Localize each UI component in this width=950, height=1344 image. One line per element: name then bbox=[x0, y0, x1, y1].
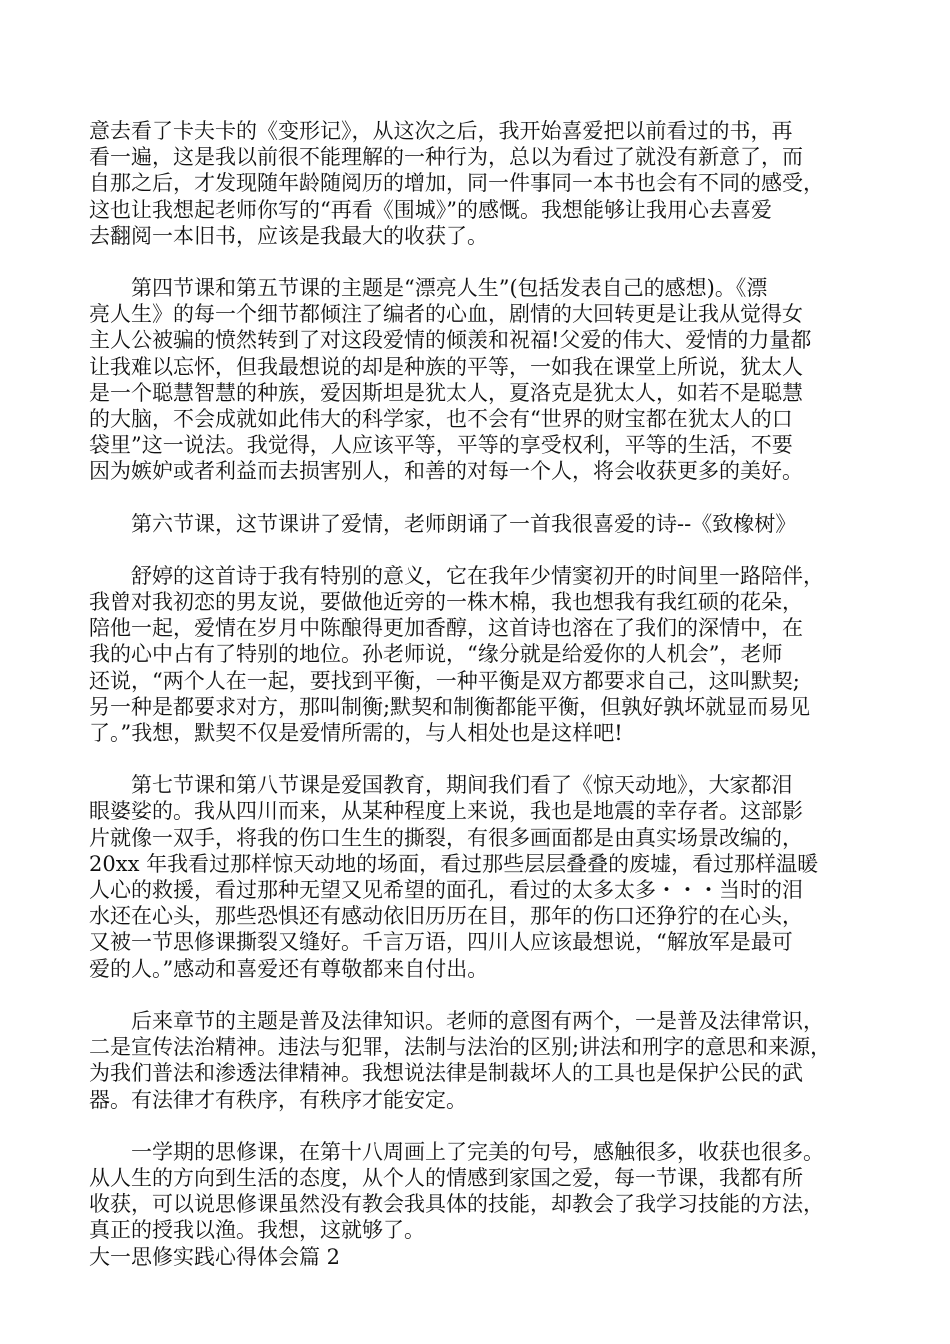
paragraph bbox=[89, 118, 864, 249]
text-line: 意去看了卡夫卡的《变形记》，从这次之后，我开始喜爱把以前看过的书，再 bbox=[89, 119, 793, 143]
text-line: 是一个聪慧智慧的种族，爱因斯坦是犹太人，夏洛克是犹太人，如若不是聪慧 bbox=[89, 380, 803, 405]
text-line: 第七节课和第八节课是爱国教育，期间我们看了《惊天动地》，大家都泪 bbox=[131, 773, 793, 798]
paragraph bbox=[89, 1139, 864, 1244]
text-line: 又被一节思修课撕裂又缝好。千言万语，四川人应该最想说，“解放军是最可 bbox=[89, 930, 793, 955]
section-heading: 大一思修实践心得体会篇 2 bbox=[89, 1244, 341, 1269]
text-line: 主人公被骗的愤然转到了对这段爱情的倾羡和祝福!父爱的伟大、爱情的力量都 bbox=[89, 328, 812, 353]
text-line: 真正的授我以渔。我想，这就够了。 bbox=[89, 1218, 425, 1243]
text-line: 人心的救援，看过那种无望又见希望的面孔，看过的太多太多・・・当时的泪 bbox=[89, 878, 803, 903]
text-line: 眼婆娑的。我从四川而来，从某种程度上来说，我也是地震的幸存者。这部影 bbox=[89, 799, 803, 824]
text-line: 后来章节的主题是普及法律知识。老师的意图有两个，一是普及法律常识， bbox=[131, 1008, 824, 1033]
text-line: 袋里”这一说法。我觉得，人应该平等，平等的享受权利，平等的生活，不要 bbox=[89, 433, 793, 458]
paragraph bbox=[89, 772, 864, 982]
text-line: 了。”我想，默契不仅是爱情所需的，与人相处也是这样吧! bbox=[89, 721, 623, 746]
text-line: 陪他一起，爱情在岁月中陈酿得更加香醇，这首诗也溶在了我们的深情中，在 bbox=[89, 616, 803, 641]
text-line: 收获，可以说思修课虽然没有教会我具体的技能，却教会了我学习技能的方法， bbox=[89, 1192, 824, 1217]
paragraph bbox=[89, 511, 864, 537]
text-line: 从人生的方向到生活的态度，从个人的情感到家国之爱，每一节课，我都有所 bbox=[89, 1165, 803, 1190]
text-line: 另一种是都要求对方，那叫制衡;默契和制衡都能平衡，但孰好孰坏就显而易见 bbox=[89, 694, 811, 719]
document-body bbox=[89, 118, 864, 1244]
text-line: 器。有法律才有秩序，有秩序才能安定。 bbox=[89, 1087, 467, 1112]
paragraph bbox=[89, 1008, 864, 1113]
text-line: 还说，“两个人在一起，要找到平衡，一种平衡是双方都要求自己，这叫默契; bbox=[89, 668, 800, 693]
text-line: 水还在心头，那些恐惧还有感动依旧历历在目，那年的伤口还狰狞的在心头， bbox=[89, 904, 803, 929]
text-line: 第六节课，这节课讲了爱情，老师朗诵了一首我很喜爱的诗--《致橡树》 bbox=[131, 511, 797, 536]
text-line: 为我们普法和渗透法律精神。我想说法律是制裁坏人的工具也是保护公民的武 bbox=[89, 1061, 803, 1086]
paragraph bbox=[89, 275, 864, 485]
text-line: 这也让我想起老师你写的“再看《围城》”的感慨。我想能够让我用心去喜爱 bbox=[89, 197, 772, 222]
text-line: 二是宣传法治精神。违法与犯罪，法制与法治的区别;讲法和刑字的意思和来源， bbox=[89, 1035, 832, 1060]
text-line: 去翻阅一本旧书，应该是我最大的收获了。 bbox=[89, 223, 488, 248]
text-line: 让我难以忘怀，但我最想说的却是种族的平等，一如我在课堂上所说，犹太人 bbox=[89, 354, 803, 379]
text-line: 第四节课和第五节课的主题是“漂亮人生”(包括发表自己的感想)。《漂 bbox=[131, 276, 768, 301]
text-line: 自那之后，才发现随年龄随阅历的增加，同一件事同一本书也会有不同的感受， bbox=[89, 171, 824, 196]
text-line: 一学期的思修课，在第十八周画上了完美的句号，感触很多，收获也很多。 bbox=[131, 1139, 824, 1164]
text-line: 20xx 年我看过那样惊天动地的场面，看过那些层层叠叠的废墟，看过那样温暖 bbox=[89, 851, 819, 876]
paragraph bbox=[89, 563, 864, 746]
text-line: 看一遍，这是我以前很不能理解的一种行为，总以为看过了就没有新意了，而 bbox=[89, 145, 803, 170]
text-line: 舒婷的这首诗于我有特别的意义，它在我年少情窦初开的时间里一路陪伴， bbox=[131, 563, 824, 588]
document-page bbox=[89, 118, 864, 1270]
text-line: 我的心中占有了特别的地位。孙老师说，“缘分就是给爱你的人机会”，老师 bbox=[89, 642, 783, 667]
text-line: 我曾对我初恋的男友说，要做他近旁的一株木棉，我也想我有我红硕的花朵， bbox=[89, 590, 803, 615]
text-line: 亮人生》的每一个细节都倾注了编者的心血，剧情的大回转更是让我从觉得女 bbox=[89, 302, 803, 327]
text-line: 的大脑，不会成就如此伟大的科学家，也不会有“世界的财宝都在犹太人的口 bbox=[89, 407, 793, 432]
text-line: 片就像一双手，将我的伤口生生的撕裂，有很多画面都是由真实场景改编的， bbox=[89, 825, 803, 850]
text-line: 因为嫉妒或者利益而去损害别人，和善的对每一个人，将会收获更多的美好。 bbox=[89, 459, 803, 484]
text-line: 爱的人。”感动和喜爱还有尊敬都来自付出。 bbox=[89, 956, 489, 981]
